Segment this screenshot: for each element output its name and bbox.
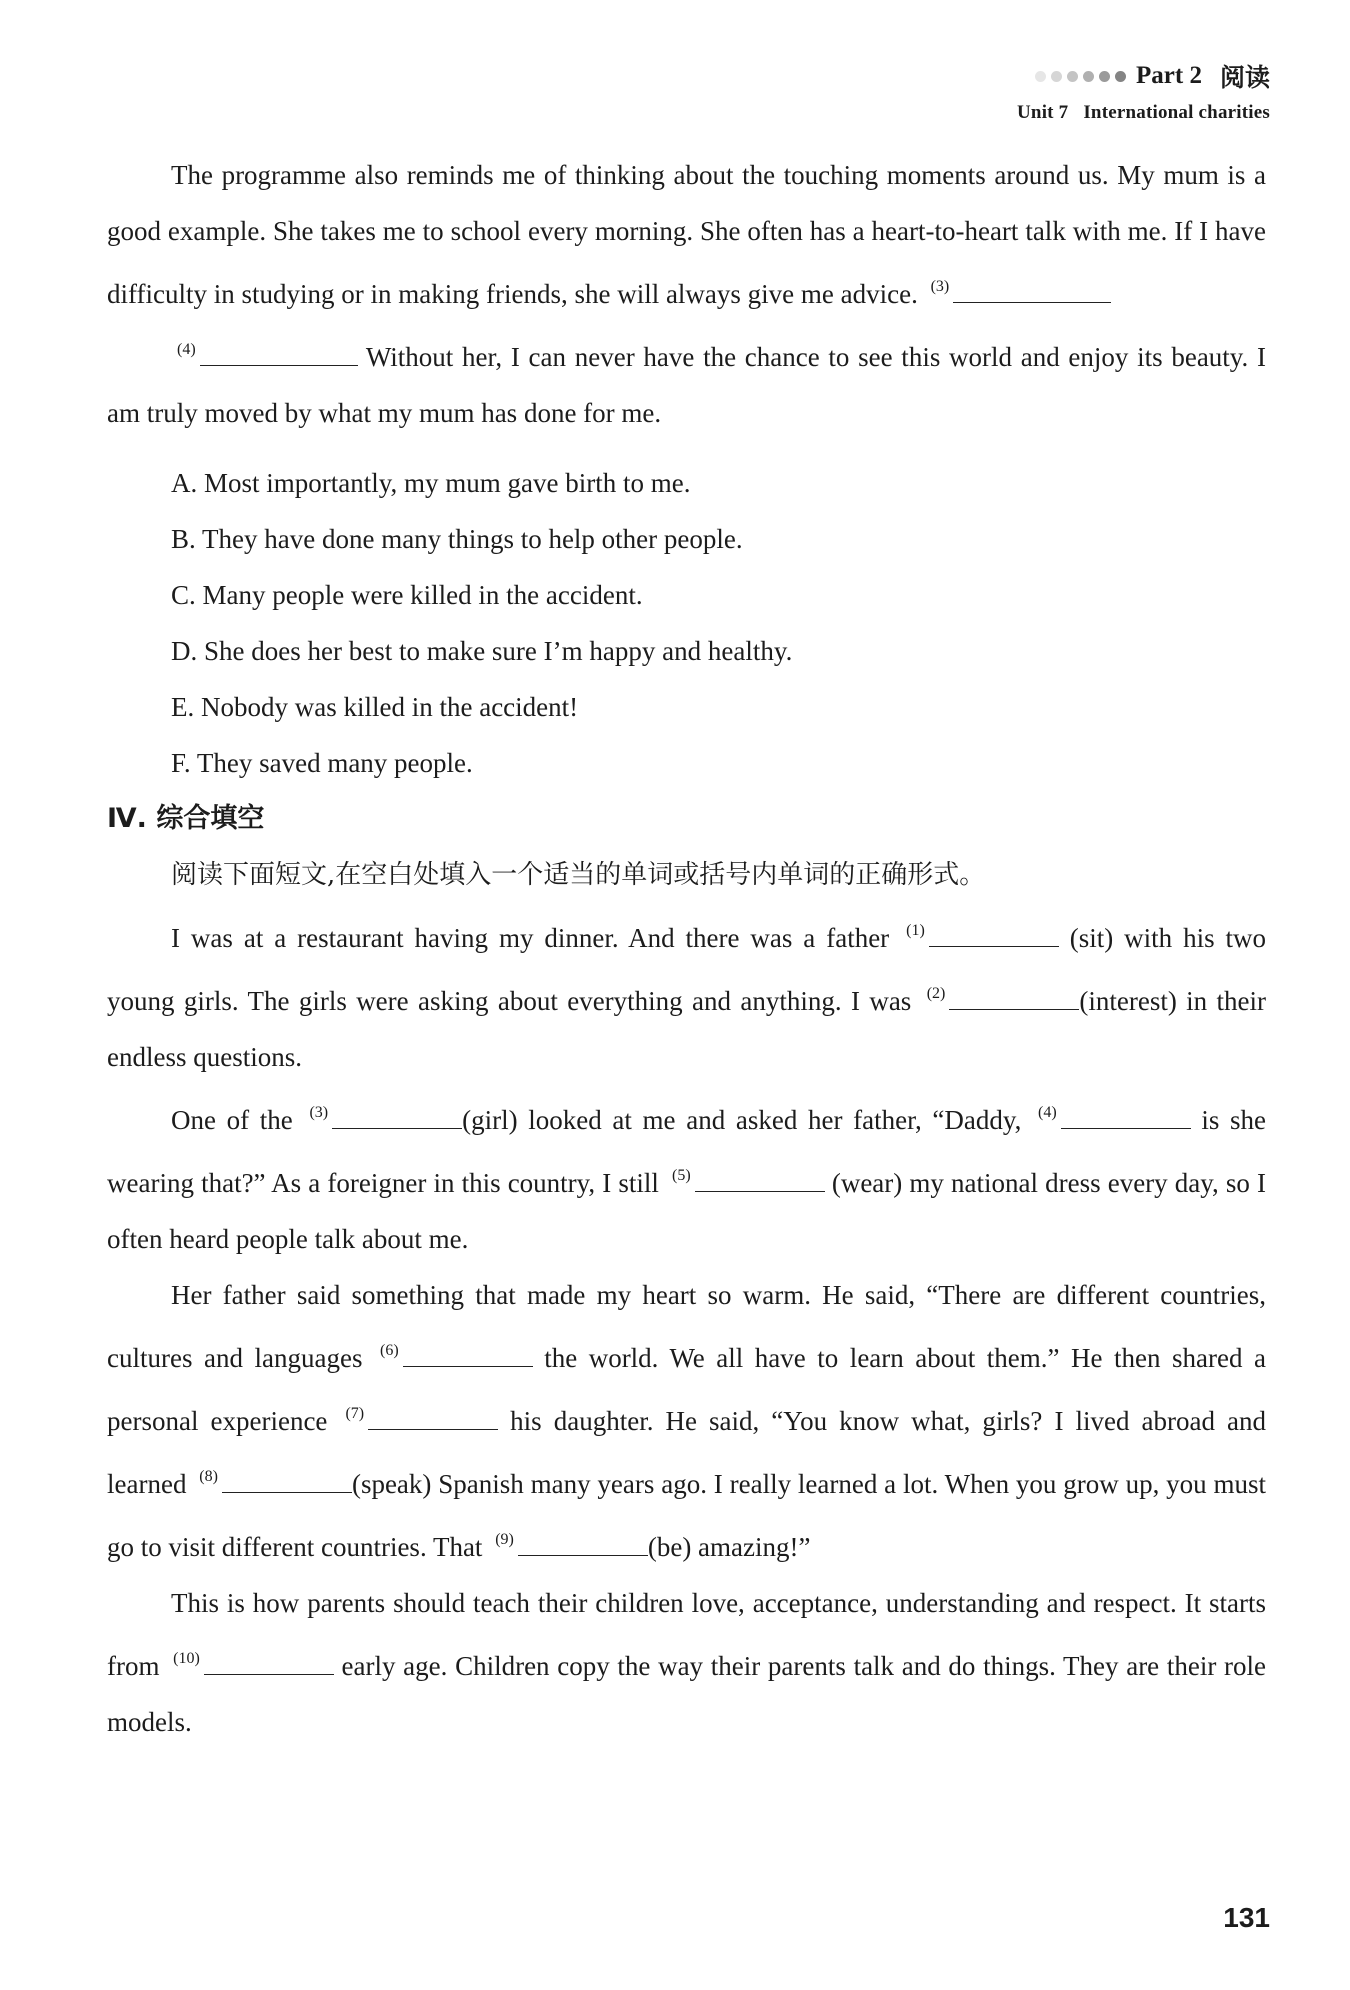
blank-number: (7) — [345, 1405, 365, 1422]
answer-blank[interactable] — [403, 1365, 533, 1367]
answer-blank[interactable] — [1061, 1127, 1191, 1129]
decorative-dots-icon — [1035, 71, 1126, 82]
passage-paragraph — [107, 1267, 1266, 1575]
paragraph-text: (be) amazing!” — [647, 1532, 811, 1562]
page-number: 131 — [1223, 1902, 1270, 1933]
section-title: Ⅳ. 综合填空 — [107, 803, 265, 834]
paragraph-text: is she wearing that?” As a foreigner in this country, I still — [107, 1105, 1267, 1198]
paragraph-text: The programme also reminds me of thinking about the touching moments around us. My mum is a good example. She takes me to school every morning. She often has a heart-to-heart talk with me. If I have difficulty in studying or in making friends, she will always give me advice. — [107, 160, 1266, 309]
dot-3 — [1067, 71, 1078, 82]
passage-paragraph — [107, 322, 1266, 441]
blank-number: (5) — [672, 1167, 691, 1184]
passage-paragraph — [107, 1085, 1266, 1267]
answer-blank[interactable] — [222, 1491, 352, 1493]
paragraph-text: (sit) with his two young girls. The girls were asking about everything and anything. I was — [107, 923, 1267, 1016]
answer-blank[interactable] — [695, 1190, 825, 1192]
paragraph-text: I was at a restaurant having my dinner. And there was a father — [171, 923, 890, 953]
paragraph-text: Without her, I can never have the chance to see this world and enjoy its beauty. I am truly moved by what my mum has done for me. — [107, 342, 1267, 428]
part-cn-label: 阅读 — [1219, 63, 1270, 92]
answer-blank[interactable] — [518, 1554, 648, 1556]
paragraph-text: (wear) my national dress every day, so I often heard people talk about me. — [107, 1168, 1267, 1254]
blank-number: (8) — [199, 1468, 218, 1485]
blank-number: (10) — [173, 1650, 200, 1667]
blank-number: (3) — [930, 278, 950, 295]
option-item: E. Nobody was killed in the accident! — [171, 692, 579, 722]
page-header — [1017, 58, 1270, 124]
option-item: A. Most importantly, my mum gave birth to me. — [171, 468, 691, 498]
dot-1 — [1035, 71, 1046, 82]
paragraph-text: Her father said something that made my heart so warm. He said, “There are different countries, cultures and languages — [107, 1280, 1266, 1373]
paragraph-text: (speak) Spanish many years ago. I really learned a lot. When you grow up, you must go to visit different countries. That — [107, 1469, 1266, 1562]
part-label: Part 2 — [1136, 62, 1202, 89]
option-item: F. They saved many people. — [171, 748, 473, 778]
paragraph-text: (interest) in their endless questions. — [107, 986, 1267, 1072]
answer-blank[interactable] — [204, 1673, 334, 1675]
blank-number: (4) — [177, 341, 196, 358]
dot-4 — [1083, 71, 1094, 82]
paragraph-text: This is how parents should teach their children love, acceptance, understanding and respect. It starts from — [107, 1588, 1266, 1681]
blank-number: (3) — [309, 1104, 329, 1121]
section-instruction: 阅读下面短文,在空白处填入一个适当的单词或括号内单词的正确形式。 — [171, 860, 986, 890]
dot-5 — [1099, 71, 1110, 82]
blank-number: (6) — [380, 1342, 399, 1359]
unit-title: International charities — [1083, 102, 1270, 123]
paragraph-text: early age. Children copy the way their parents talk and do things. They are their role models. — [107, 1651, 1266, 1737]
answer-blank[interactable] — [368, 1428, 498, 1430]
dot-6 — [1115, 71, 1126, 82]
answer-blank[interactable] — [953, 301, 1111, 303]
unit-heading — [1017, 102, 1270, 124]
blank-number: (9) — [495, 1531, 514, 1548]
answer-blank[interactable] — [200, 364, 358, 366]
options-list — [107, 455, 1266, 791]
answer-blank[interactable] — [949, 1008, 1079, 1010]
answer-blank[interactable] — [929, 945, 1059, 947]
option-item: C. Many people were killed in the accident. — [171, 580, 643, 610]
page-content — [107, 147, 1266, 1750]
unit-label: Unit 7 — [1017, 102, 1069, 123]
paragraph-text: One of the — [171, 1105, 293, 1135]
option-item: B. They have done many things to help other people. — [171, 524, 743, 554]
dot-2 — [1051, 71, 1062, 82]
answer-blank[interactable] — [332, 1127, 462, 1129]
option-item: D. She does her best to make sure I’m happy and healthy. — [171, 636, 793, 666]
passage-paragraph — [107, 1575, 1266, 1750]
paragraph-text: (girl) looked at me and asked her father, “Daddy, — [462, 1105, 1022, 1135]
blank-number: (1) — [906, 922, 925, 939]
paragraph-text: the world. We all have to learn about them.” He then shared a personal experience — [107, 1343, 1267, 1436]
passage-paragraph — [107, 903, 1266, 1085]
paragraph-text: his daughter. He said, “You know what, girls? I lived abroad and learned — [107, 1406, 1266, 1499]
part-heading — [1017, 58, 1270, 94]
passage-paragraph — [107, 147, 1266, 322]
blank-number: (4) — [1038, 1104, 1057, 1121]
blank-number: (2) — [926, 985, 946, 1002]
